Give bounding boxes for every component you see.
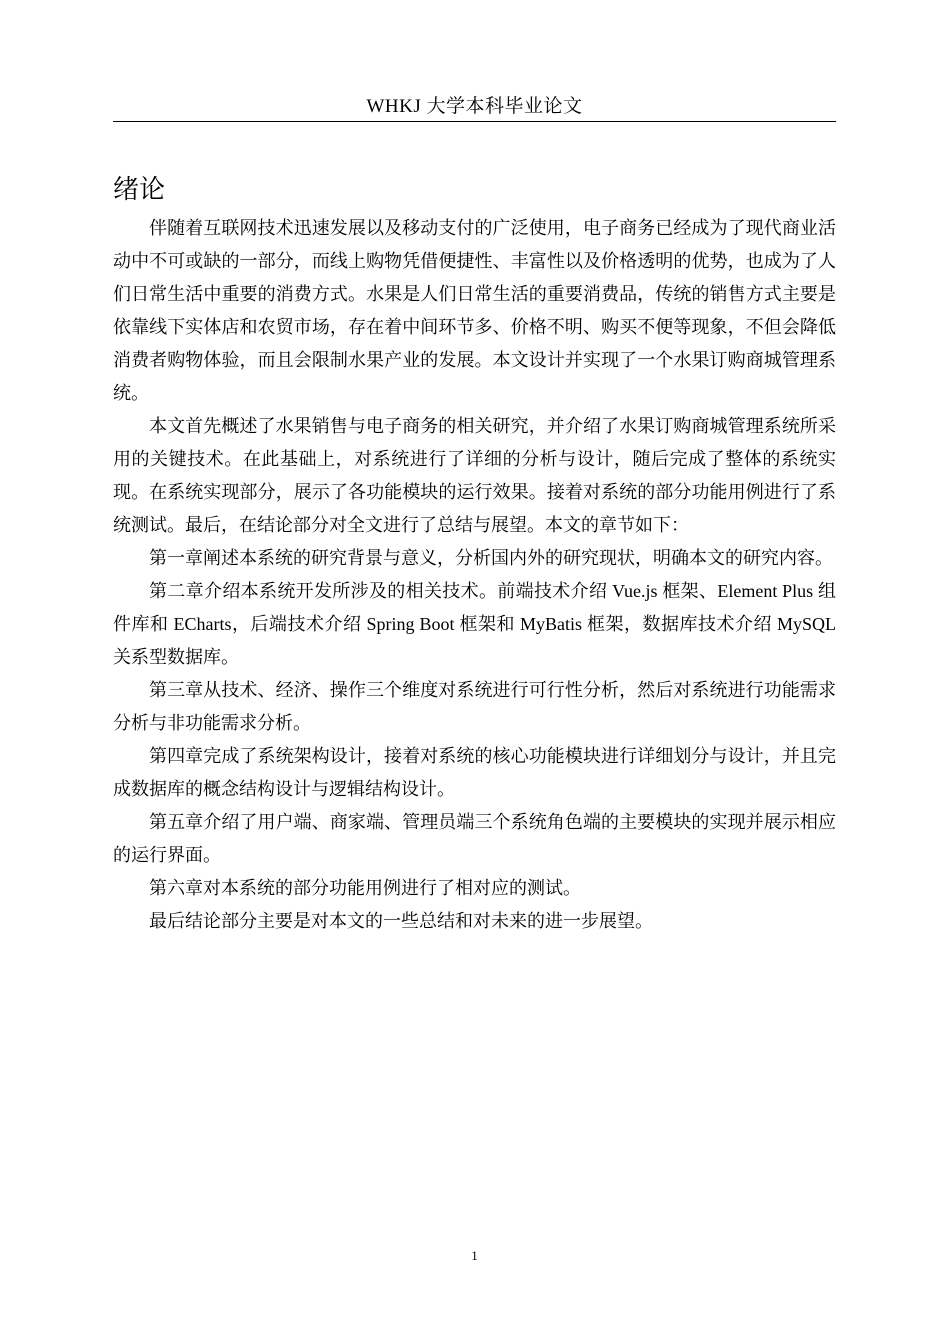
paragraph-chapter-2: 第二章介绍本系统开发所涉及的相关技术。前端技术介绍 Vue.js 框架、Element Plus 组件库和 ECharts，后端技术介绍 Spring Boot 框架和 MyBatis 框架，数据库技术介绍 MySQL 关系型数据库。: [113, 581, 836, 667]
paragraph-chapter-4: 第四章完成了系统架构设计，接着对系统的核心功能模块进行详细划分与设计，并且完成数据库的概念结构设计与逻辑结构设计。: [113, 746, 836, 799]
paragraph-chapter-1: 第一章阐述本系统的研究背景与意义，分析国内外的研究现状，明确本文的研究内容。: [149, 548, 833, 568]
running-header: WHKJ 大学本科毕业论文: [366, 96, 583, 117]
paragraph-intro: 伴随着互联网技术迅速发展以及移动支付的广泛使用，电子商务已经成为了现代商业活动中不可或缺的一部分，而线上购物凭借便捷性、丰富性以及价格透明的优势，也成为了人们日常生活中重要的消费方式。水果是人们日常生活的重要消费品，传统的销售方式主要是依靠线下实体店和农贸市场，存在着中间环节多、价格不明、购买不便等现象，不但会降低消费者购物体验，而且会限制水果产业的发展。本文设计并实现了一个水果订购商城管理系统。: [113, 218, 836, 403]
paragraph-chapter-6: 第六章对本系统的部分功能用例进行了相对应的测试。: [149, 878, 581, 898]
paragraph-conclusion: 最后结论部分主要是对本文的一些总结和对未来的进一步展望。: [149, 911, 653, 931]
paragraph-chapter-3: 第三章从技术、经济、操作三个维度对系统进行可行性分析，然后对系统进行功能需求分析与非功能需求分析。: [113, 680, 836, 733]
section-title: 绪论: [113, 175, 166, 205]
body-text: [113, 212, 836, 938]
paragraph-chapter-5: 第五章介绍了用户端、商家端、管理员端三个系统角色端的主要模块的实现并展示相应的运行界面。: [113, 812, 836, 865]
page-number: 1: [471, 1248, 478, 1263]
paragraph-overview: 本文首先概述了水果销售与电子商务的相关研究，并介绍了水果订购商城管理系统所采用的关键技术。在此基础上，对系统进行了详细的分析与设计，随后完成了整体的系统实现。在系统实现部分，展示了各功能模块的运行效果。接着对系统的部分功能用例进行了系统测试。最后，在结论部分对全文进行了总结与展望。本文的章节如下：: [113, 416, 836, 535]
header-rule: [113, 121, 836, 122]
